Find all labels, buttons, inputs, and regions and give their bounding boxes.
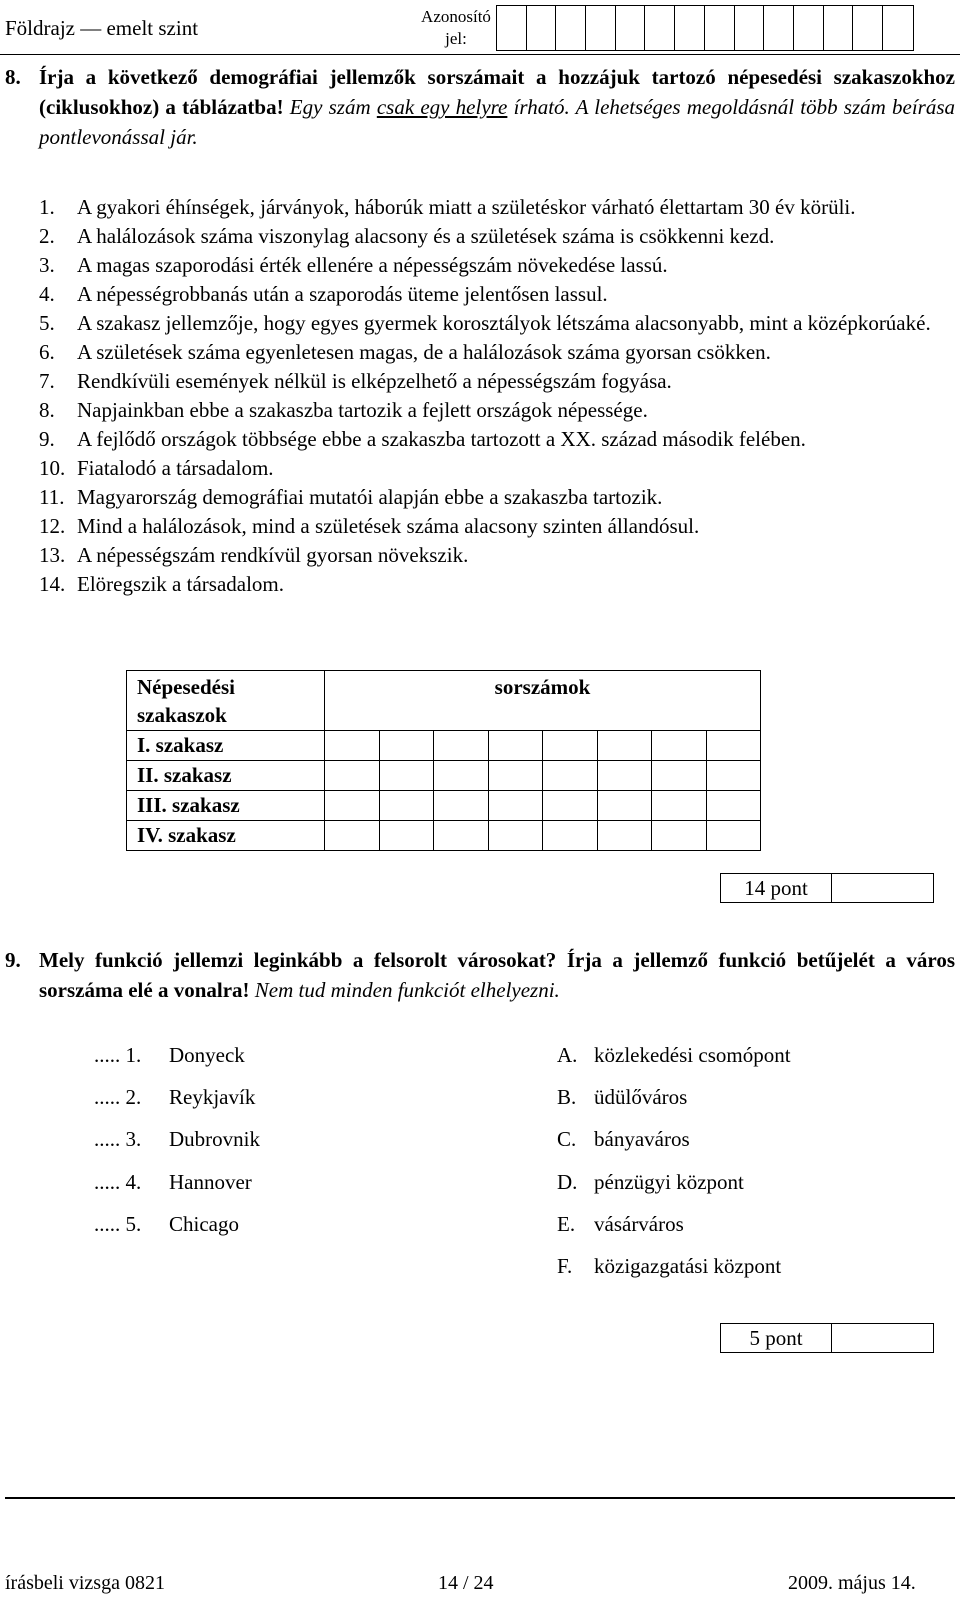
- question-9-score-label: 5 pont: [721, 1324, 832, 1352]
- function-letter: B.: [557, 1085, 577, 1110]
- id-label-line-1: Azonosító: [421, 7, 491, 26]
- answer-cell[interactable]: [434, 821, 489, 851]
- question-9-instructions: [5, 945, 955, 1005]
- city-name: Dubrovnik: [169, 1127, 260, 1152]
- function-name: pénzügyi központ: [594, 1169, 744, 1194]
- statement-number: 5.: [39, 311, 55, 335]
- answer-cell[interactable]: [597, 731, 652, 761]
- function-name: közigazgatási központ: [594, 1253, 782, 1278]
- id-box[interactable]: [853, 6, 883, 50]
- id-box[interactable]: [705, 6, 735, 50]
- footer-page-number: 14 / 24: [438, 1572, 494, 1594]
- question-8-instruction-italic-1: Egy szám: [283, 95, 377, 119]
- stages-answer-table: [126, 670, 761, 851]
- city-item: [94, 1041, 260, 1083]
- statement-text: Fiatalodó a társadalom.: [77, 456, 274, 480]
- id-label: [420, 6, 492, 50]
- city-list: [94, 1041, 260, 1252]
- question-8-score-input[interactable]: [832, 874, 933, 902]
- footer-exam-code: írásbeli vizsga 0821: [5, 1572, 165, 1594]
- function-list: [557, 1041, 791, 1294]
- statement-item: [39, 222, 959, 251]
- function-letter: F.: [557, 1253, 573, 1278]
- function-item: [557, 1168, 791, 1210]
- id-label-line-2: jel:: [445, 29, 467, 48]
- city-item: [94, 1168, 260, 1210]
- statement-item: [39, 541, 959, 570]
- question-8-instruction-bold: Írja a következő demográfiai jellemzők sorszámait a hozzájuk tartozó népesedési szakaszokhoz (ciklusokhoz) a táblázatba!: [39, 65, 955, 119]
- answer-cell[interactable]: [434, 791, 489, 821]
- answer-cell[interactable]: [597, 761, 652, 791]
- question-9-number: 9.: [5, 948, 21, 972]
- statement-item: [39, 309, 959, 338]
- statement-item: [39, 570, 959, 599]
- id-box[interactable]: [586, 6, 616, 50]
- statement-number: 14.: [39, 572, 66, 596]
- id-box[interactable]: [883, 6, 913, 50]
- statement-text: A szakasz jellemzője, hogy egyes gyermek korosztályok létszáma alacsonyabb, mint a középkorúaké.: [77, 311, 931, 335]
- statement-number: 9.: [39, 427, 55, 451]
- statement-item: [39, 367, 959, 396]
- answer-cell[interactable]: [652, 731, 707, 761]
- question-9-instruction-italic: Nem tud minden funkciót elhelyezni.: [249, 978, 560, 1002]
- statement-number: 4.: [39, 282, 55, 306]
- statement-item: [39, 338, 959, 367]
- table-row: [127, 791, 761, 821]
- statement-text: A népességrobbanás után a szaporodás üteme jelentősen lassul.: [77, 282, 608, 306]
- table-row: [127, 761, 761, 791]
- statement-text: A gyakori éhínségek, járványok, háborúk miatt a születéskor várható élettartam 30 év körüli.: [77, 195, 856, 219]
- answer-cell[interactable]: [706, 791, 761, 821]
- statement-item: [39, 396, 959, 425]
- question-8-statement-list: [39, 193, 959, 599]
- answer-cell[interactable]: [325, 791, 380, 821]
- answer-cell[interactable]: [597, 821, 652, 851]
- answer-cell[interactable]: [379, 731, 434, 761]
- id-box[interactable]: [497, 6, 527, 50]
- footer-divider: [5, 1497, 955, 1499]
- header-divider: [0, 54, 960, 55]
- function-name: bányaváros: [594, 1127, 690, 1152]
- statement-text: A népességszám rendkívül gyorsan növekszik.: [77, 543, 469, 567]
- answer-cell[interactable]: [325, 731, 380, 761]
- answer-cell[interactable]: [379, 761, 434, 791]
- statement-text: Magyarország demográfiai mutatói alapján ebbe a szakaszba tartozik.: [77, 485, 663, 509]
- question-8-score-label: 14 pont: [721, 874, 832, 902]
- answer-cell[interactable]: [434, 731, 489, 761]
- table-header-stages: [127, 671, 325, 731]
- answer-cell[interactable]: [652, 791, 707, 821]
- function-name: üdülőváros: [594, 1085, 688, 1110]
- statement-text: Napjainkban ebbe a szakaszba tartozik a fejlett országok népessége.: [77, 398, 648, 422]
- function-letter: D.: [557, 1169, 578, 1194]
- answer-cell[interactable]: [706, 821, 761, 851]
- city-item: [94, 1083, 260, 1125]
- function-letter: A.: [557, 1043, 578, 1067]
- function-letter: C.: [557, 1127, 577, 1152]
- answer-cell[interactable]: [325, 821, 380, 851]
- subject-title: Földrajz — emelt szint: [5, 16, 199, 40]
- id-box[interactable]: [824, 6, 854, 50]
- table-header-stages-line-2: szakaszok: [137, 703, 227, 727]
- statement-number: 12.: [39, 514, 66, 538]
- statement-item: [39, 483, 959, 512]
- function-item: [557, 1083, 791, 1125]
- statement-number: 3.: [39, 253, 55, 277]
- statement-number: 8.: [39, 398, 55, 422]
- statement-number: 6.: [39, 340, 55, 364]
- id-box[interactable]: [675, 6, 705, 50]
- city-name: Donyeck: [169, 1043, 245, 1067]
- id-box[interactable]: [616, 6, 646, 50]
- answer-cell[interactable]: [434, 761, 489, 791]
- function-item: [557, 1125, 791, 1167]
- statement-number: 2.: [39, 224, 55, 248]
- statement-text: A magas szaporodási érték ellenére a népességszám növekedése lassú.: [77, 253, 668, 277]
- statement-number: 10.: [39, 456, 66, 480]
- id-box[interactable]: [735, 6, 765, 50]
- answer-cell[interactable]: [706, 761, 761, 791]
- id-box[interactable]: [556, 6, 586, 50]
- answer-cell[interactable]: [652, 761, 707, 791]
- id-input-boxes[interactable]: [496, 5, 914, 51]
- answer-cell[interactable]: [543, 731, 598, 761]
- footer-date: 2009. május 14.: [788, 1572, 916, 1594]
- answer-cell[interactable]: [706, 731, 761, 761]
- stage-label: IV. szakasz: [127, 821, 325, 851]
- statement-item: [39, 280, 959, 309]
- function-item: [557, 1252, 791, 1294]
- city-answer-blank[interactable]: ..... 5.: [94, 1211, 142, 1236]
- statement-number: 1.: [39, 195, 55, 219]
- city-item: [94, 1125, 260, 1167]
- answer-cell[interactable]: [379, 791, 434, 821]
- table-header-stages-line-1: Népesedési: [137, 675, 235, 699]
- city-name: Chicago: [169, 1211, 239, 1236]
- answer-cell[interactable]: [543, 821, 598, 851]
- question-8-instructions: [5, 62, 955, 152]
- answer-cell[interactable]: [543, 791, 598, 821]
- answer-cell[interactable]: [488, 791, 543, 821]
- statement-item: [39, 193, 959, 222]
- statement-number: 11.: [39, 485, 65, 509]
- table-header-numbers: sorszámok: [325, 671, 761, 731]
- answer-cell[interactable]: [325, 761, 380, 791]
- stage-label: III. szakasz: [127, 791, 325, 821]
- table-row: [127, 731, 761, 761]
- question-8-instruction-underline: csak egy helyre: [376, 95, 508, 119]
- statement-item: [39, 512, 959, 541]
- statement-text: Rendkívüli események nélkül is elképzelhető a népességszám fogyása.: [77, 369, 672, 393]
- function-item: [557, 1210, 791, 1252]
- city-name: Hannover: [169, 1169, 252, 1194]
- function-name: vásárváros: [594, 1211, 684, 1236]
- answer-cell[interactable]: [488, 731, 543, 761]
- function-name: közlekedési csomópont: [594, 1043, 791, 1067]
- answer-cell[interactable]: [488, 821, 543, 851]
- id-box[interactable]: [794, 6, 824, 50]
- answer-cell[interactable]: [543, 761, 598, 791]
- statement-item: [39, 454, 959, 483]
- table-row: [127, 821, 761, 851]
- answer-cell[interactable]: [652, 821, 707, 851]
- id-box[interactable]: [645, 6, 675, 50]
- question-8-score-box: [720, 873, 934, 903]
- question-9-score-box: [720, 1323, 934, 1353]
- function-item: [557, 1041, 791, 1083]
- answer-cell[interactable]: [488, 761, 543, 791]
- city-answer-blank[interactable]: ..... 4.: [94, 1169, 142, 1194]
- id-box[interactable]: [764, 6, 794, 50]
- city-answer-blank[interactable]: ..... 1.: [94, 1043, 142, 1067]
- answer-cell[interactable]: [379, 821, 434, 851]
- city-answer-blank[interactable]: ..... 3.: [94, 1127, 142, 1152]
- id-box[interactable]: [527, 6, 557, 50]
- city-name: Reykjavík: [169, 1085, 256, 1110]
- question-9-instruction-bold: Mely funkció jellemzi leginkább a felsorolt városokat? Írja a jellemző funkció betűjelét a város sorszáma elé a vonalra!: [39, 948, 955, 1002]
- statement-item: [39, 251, 959, 280]
- statement-item: [39, 425, 959, 454]
- question-9-score-input[interactable]: [832, 1324, 933, 1352]
- statement-text: A fejlődő országok többsége ebbe a szakaszba tartozott a XX. század második felében.: [77, 427, 806, 451]
- statement-text: Mind a halálozások, mind a születések száma alacsony szinten állandósul.: [77, 514, 700, 538]
- statement-number: 13.: [39, 543, 66, 567]
- statement-text: A születések száma egyenletesen magas, de a halálozások száma gyorsan csökken.: [77, 340, 771, 364]
- city-item: [94, 1210, 260, 1252]
- statement-text: Elöregszik a társadalom.: [77, 572, 285, 596]
- statement-text: A halálozások száma viszonylag alacsony és a születések száma is csökkenni kezd.: [77, 224, 775, 248]
- answer-cell[interactable]: [597, 791, 652, 821]
- question-8-number: 8.: [5, 65, 21, 89]
- city-answer-blank[interactable]: ..... 2.: [94, 1085, 142, 1110]
- function-letter: E.: [557, 1211, 576, 1236]
- stage-label: II. szakasz: [127, 761, 325, 791]
- statement-number: 7.: [39, 369, 55, 393]
- stage-label: I. szakasz: [127, 731, 325, 761]
- question-8-instruction-italic-2: írható. A lehetséges megoldásnál több szám beírása pontlevonással jár.: [39, 95, 955, 149]
